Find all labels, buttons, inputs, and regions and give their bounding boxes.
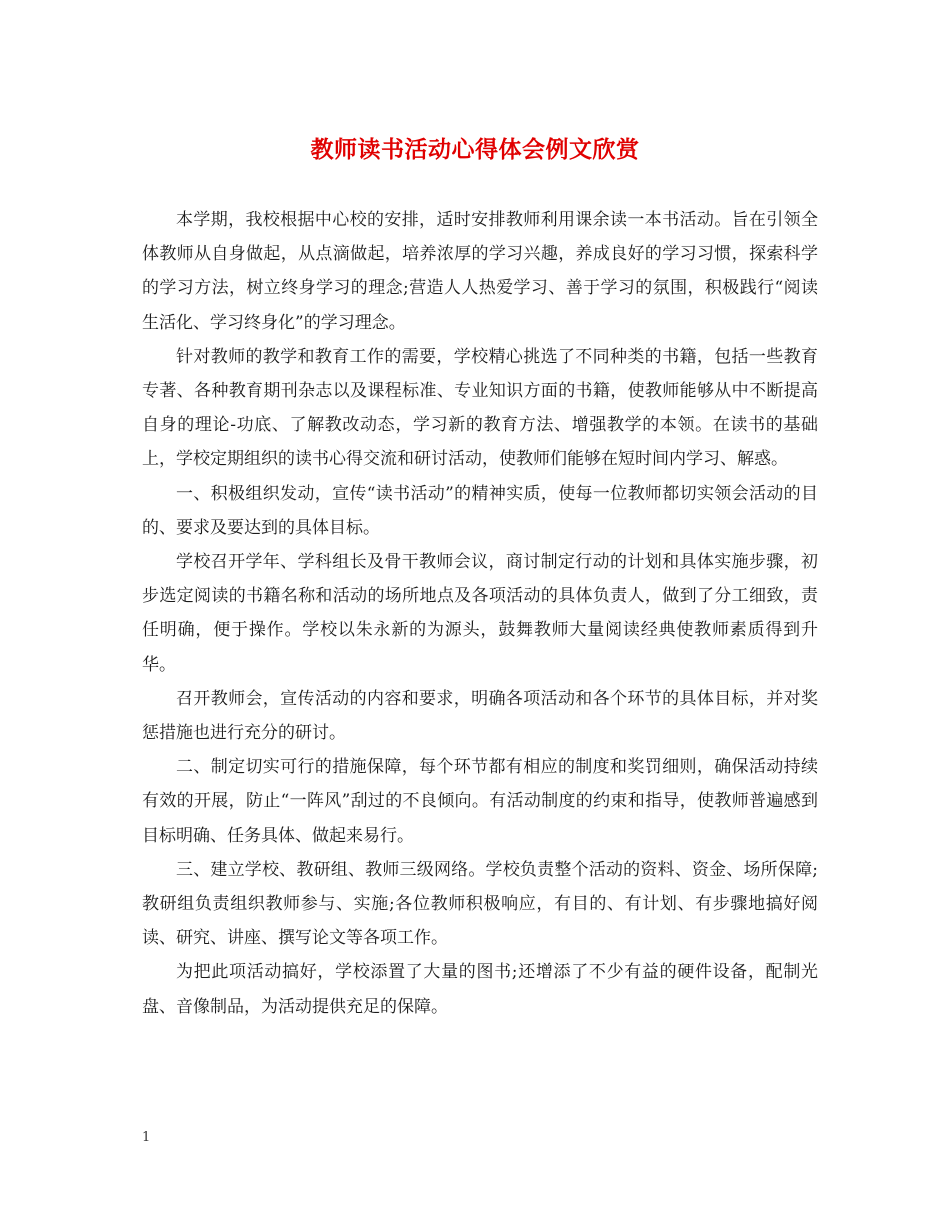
paragraph: 三、建立学校、教研组、教师三级网络。学校负责整个活动的资料、资金、场所保障;教研组负责组织教师参与、实施;各位教师积极响应，有目的、有计划、有步骤地搞好阅读、研究、讲座、撰写论文等各项工作。 <box>142 859 818 949</box>
paragraph: 针对教师的教学和教育工作的需要，学校精心挑选了不同种类的书籍，包括一些教育专著、各种教育期刊杂志以及课程标准、专业知识方面的书籍，使教师能够从中不断提高自身的理论-功底、了解教改动态，学习新的教育方法、增强教学的本领。在读书的基础上，学校定期组织的读书心得交流和研讨活动，使教师们能够在短时间内学习、解惑。 <box>142 346 818 470</box>
document-title: 教师读书活动心得体会例文欣赏 <box>310 136 640 163</box>
paragraph: 为把此项活动搞好，学校添置了大量的图书;还增添了不少有益的硬件设备，配制光盘、音像制品，为活动提供充足的保障。 <box>142 962 818 1017</box>
paragraph: 一、积极组织发动，宣传“读书活动”的精神实质，使每一位教师都切实领会活动的目的、要求及要达到的具体目标。 <box>142 483 818 538</box>
page-number: 1 <box>142 1130 151 1145</box>
paragraph: 二、制定切实可行的措施保障，每个环节都有相应的制度和奖罚细则，确保活动持续有效的开展，防止“一阵风”刮过的不良倾向。有活动制度的约束和指导，使教师普遍感到目标明确、任务具体、做起来易行。 <box>142 757 818 846</box>
paragraph: 本学期，我校根据中心校的安排，适时安排教师利用课余读一本书活动。旨在引领全体教师从自身做起，从点滴做起，培养浓厚的学习兴趣，养成良好的学习习惯，探索科学的学习方法，树立终身学习的理念;营造人人热爱学习、善于学习的氛围，积极践行“阅读生活化、学习终身化”的学习理念。 <box>142 210 818 333</box>
document-body <box>142 203 818 1024</box>
paragraph: 学校召开学年、学科组长及骨干教师会议，商讨制定行动的计划和具体实施步骤，初步选定阅读的书籍名称和活动的场所地点及各项活动的具体负责人，做到了分工细致，责任明确，便于操作。学校以朱永新的为源头，鼓舞教师大量阅读经典使教师素质得到升华。 <box>142 552 818 675</box>
paragraph: 召开教师会，宣传活动的内容和要求，明确各项活动和各个环节的具体目标，并对奖惩措施也进行充分的研讨。 <box>142 688 818 744</box>
